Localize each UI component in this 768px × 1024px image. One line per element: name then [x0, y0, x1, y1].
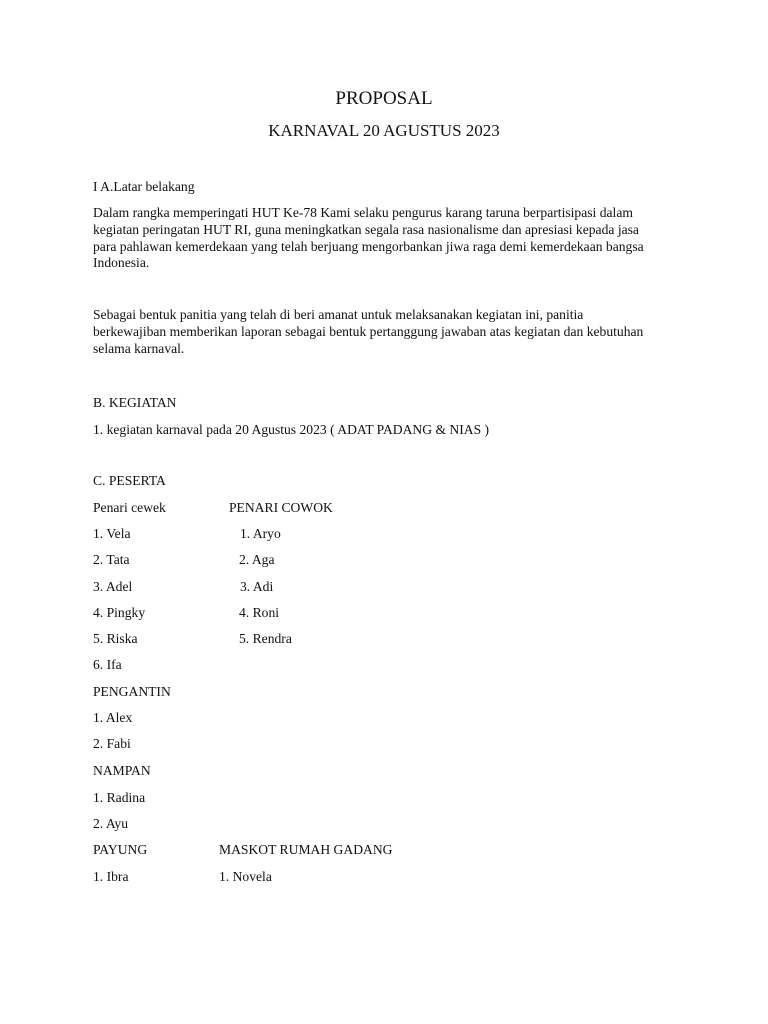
paragraph-line: Sebagai bentuk panitia yang telah di beri amanat untuk melaksanakan kegiatan ini, panitia: [93, 307, 584, 322]
paragraph-line: berkewajiban memberikan laporan sebagai bentuk pertanggung jawaban atas kegiatan dan kebutuhan: [93, 323, 644, 339]
participant-item: 1. Aryo: [240, 526, 281, 541]
participant-item: 1. Radina: [93, 790, 146, 805]
paragraph-line: selama karnaval.: [93, 340, 185, 356]
participant-item: 1. Novela: [219, 869, 272, 884]
section-a-heading: I A.Latar belakang: [93, 179, 195, 194]
pengantin-heading: PENGANTIN: [93, 684, 171, 699]
background-paragraph-1: [93, 205, 678, 272]
paragraph-line: kegiatan peringatan HUT RI, guna meningkatkan segala rasa nasionalisme dan apresiasi kepada jasa: [93, 221, 639, 237]
paragraph-line: para pahlawan kemerdekaan yang telah berjuang mengorbankan jiwa raga demi kemerdekaan bangsa: [93, 238, 644, 254]
penari-cewek-heading: Penari cewek: [93, 500, 166, 515]
activity-item: 1. kegiatan karnaval pada 20 Agustus 2023 ( ADAT PADANG & NIAS ): [93, 422, 490, 437]
participant-item: 4. Pingky: [93, 605, 146, 620]
participant-item: 5. Riska: [93, 631, 138, 646]
section-c-heading: C. PESERTA: [93, 473, 166, 488]
document-subtitle: KARNAVAL 20 AGUSTUS 2023: [268, 121, 500, 140]
participant-item: 2. Aga: [239, 552, 275, 567]
document-title: PROPOSAL: [335, 88, 433, 109]
nampan-heading: NAMPAN: [93, 763, 151, 778]
paragraph-line: Indonesia.: [93, 255, 150, 271]
participant-item: 3. Adi: [240, 579, 274, 594]
participant-item: 3. Adel: [93, 579, 133, 594]
participant-item: 6. Ifa: [93, 657, 122, 672]
payung-heading: PAYUNG: [93, 842, 148, 857]
section-b-heading: B. KEGIATAN: [93, 395, 177, 410]
participant-item: 2. Tata: [93, 552, 130, 567]
participant-item: 2. Ayu: [93, 816, 129, 831]
participant-item: 1. Vela: [93, 526, 131, 541]
participant-item: 2. Fabi: [93, 736, 131, 751]
penari-cowok-heading: PENARI COWOK: [229, 500, 333, 515]
participant-item: 4. Roni: [239, 605, 280, 620]
participant-item: 1. Alex: [93, 710, 133, 725]
maskot-heading: MASKOT RUMAH GADANG: [219, 842, 393, 857]
paragraph-line: Dalam rangka memperingati HUT Ke-78 Kami selaku pengurus karang taruna berpartisipasi dalam: [93, 205, 633, 220]
participant-item: 1. Ibra: [93, 869, 129, 884]
background-paragraph-2: [93, 307, 678, 357]
participant-item: 5. Rendra: [239, 631, 292, 646]
